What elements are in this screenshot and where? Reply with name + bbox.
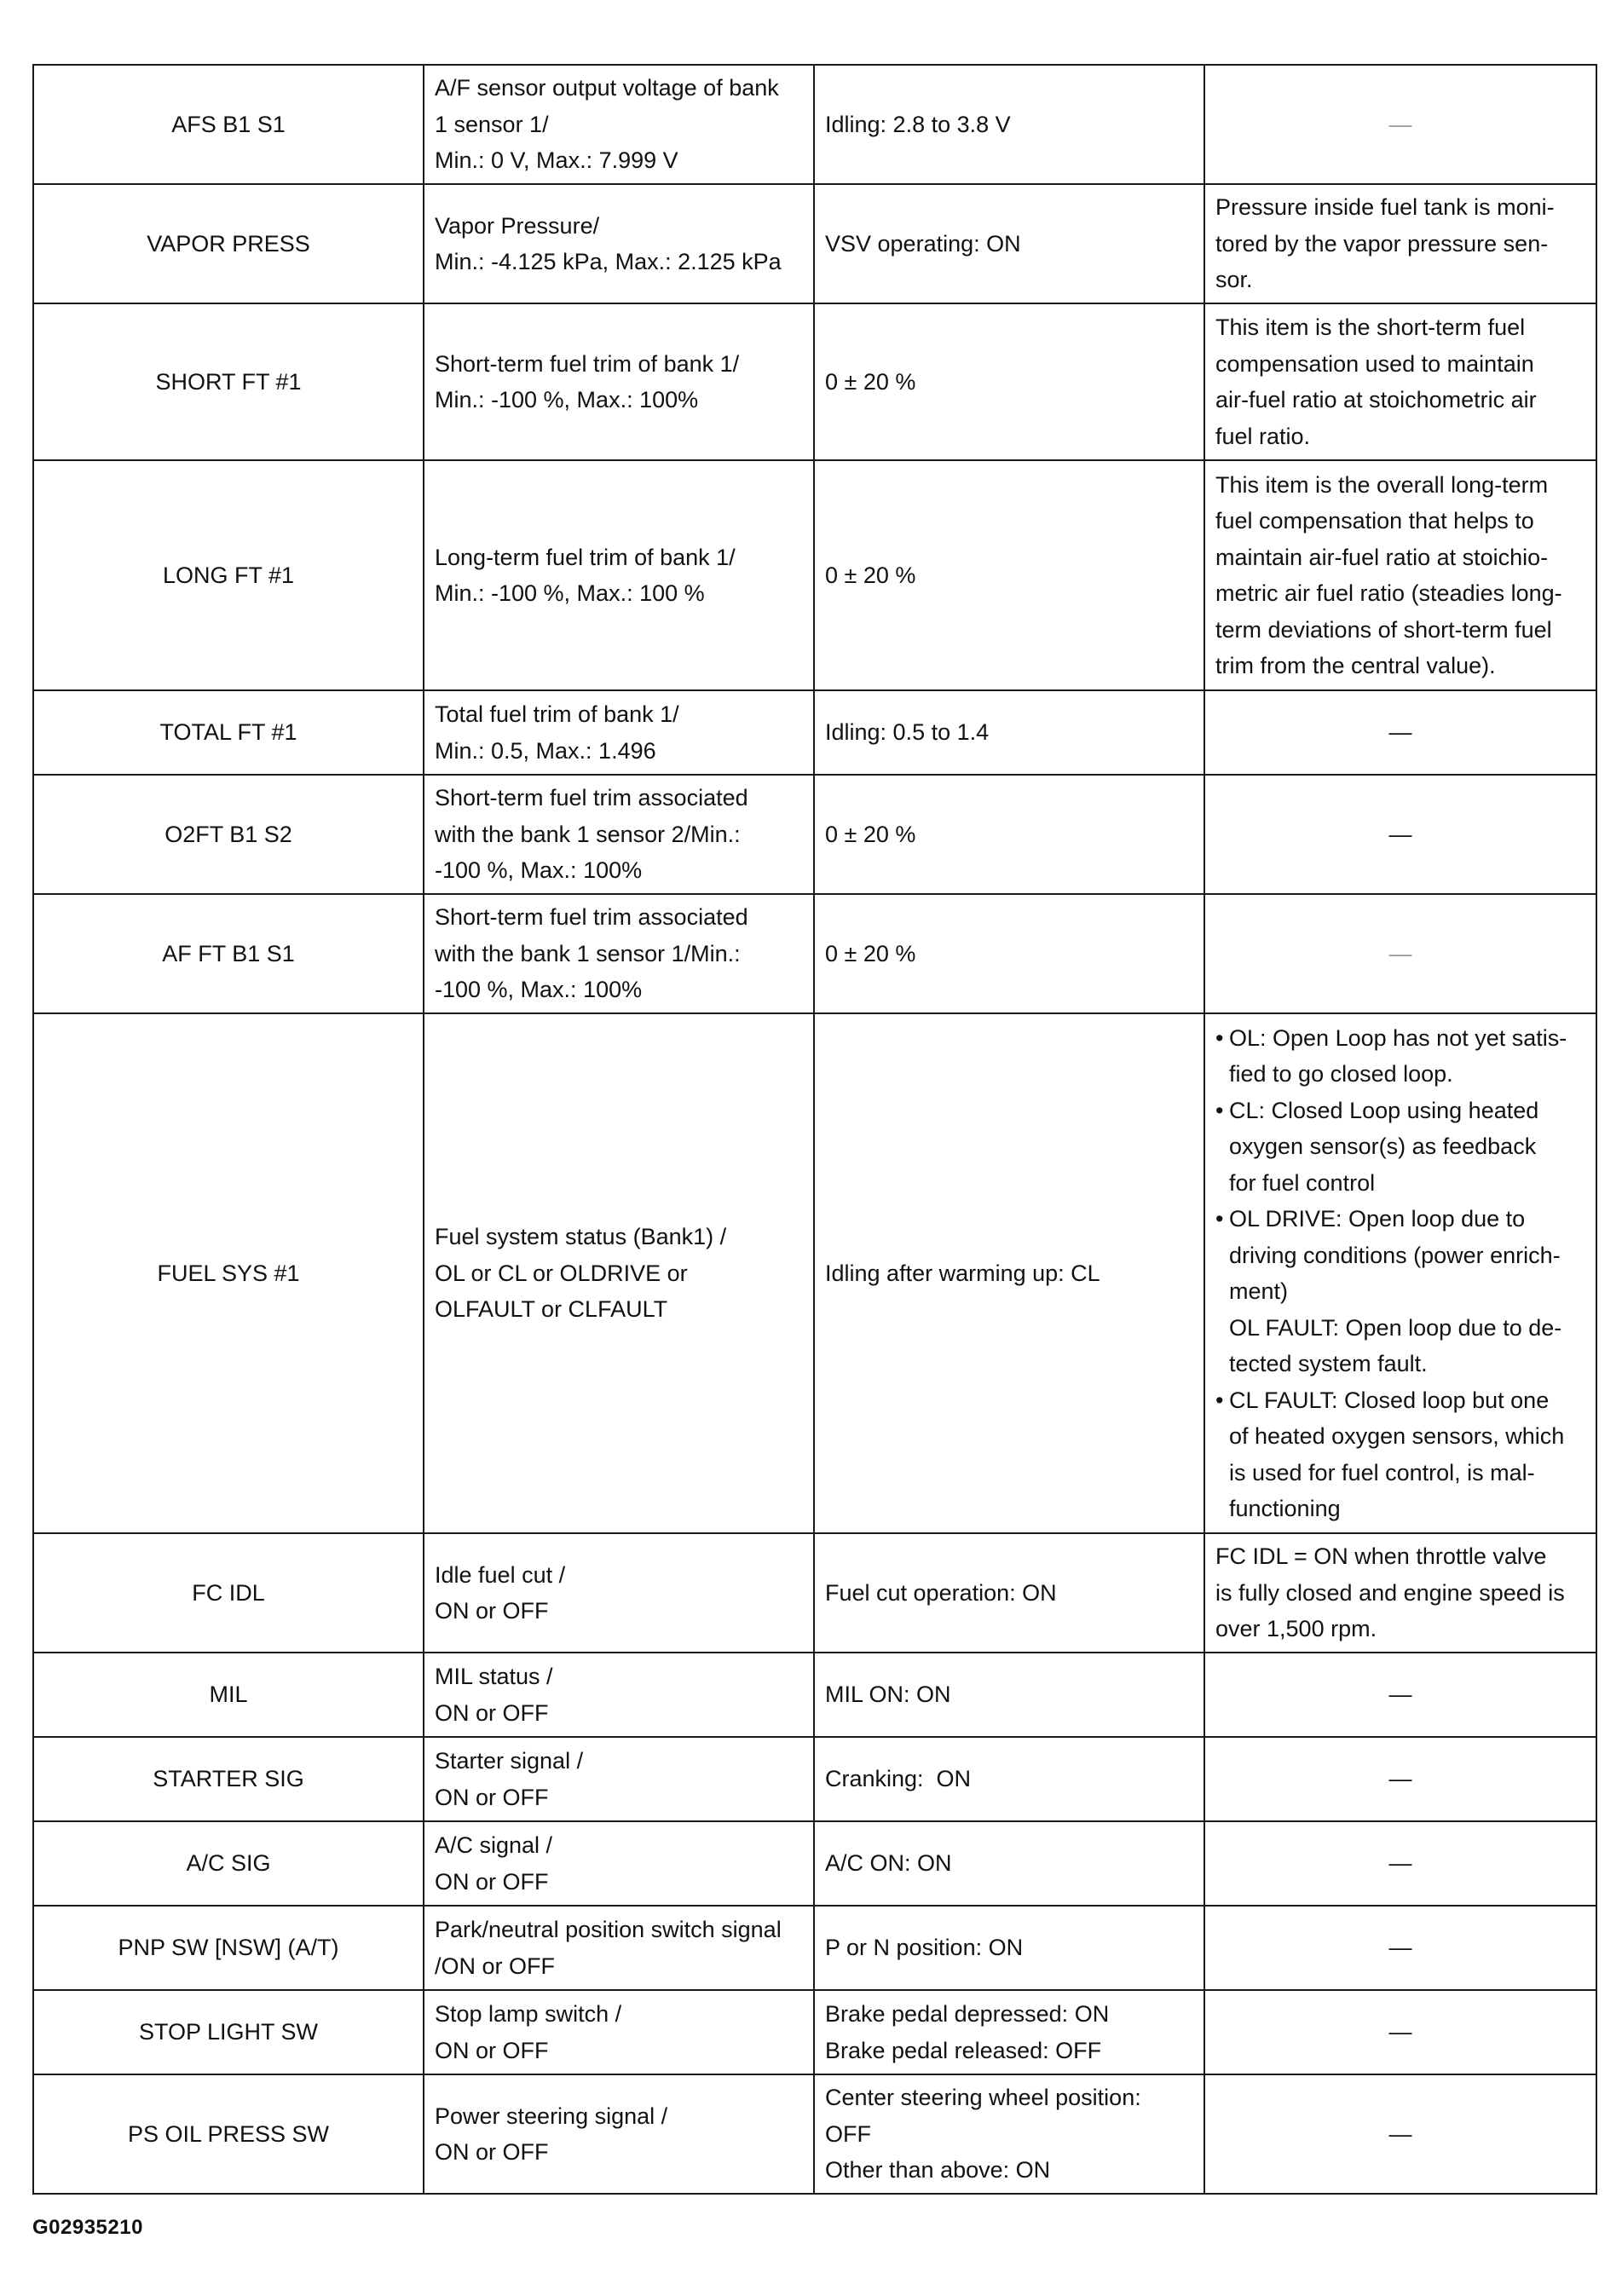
condition-cell: Idling: 2.8 to 3.8 V bbox=[814, 65, 1204, 184]
diagnostic-note-cell: — bbox=[1204, 1906, 1596, 1990]
item-cell: A/C SIG bbox=[33, 1821, 424, 1906]
table-row bbox=[33, 1013, 1596, 1533]
table-row bbox=[33, 184, 1596, 303]
item-cell: AFS B1 S1 bbox=[33, 65, 424, 184]
figure-code: G02935210 bbox=[32, 2216, 143, 2239]
measurement-cell: Short-term fuel trim associated with the bank 1 sensor 2/Min.: -100 %, Max.: 100% bbox=[424, 775, 814, 894]
diagnostic-note-cell: — bbox=[1204, 1990, 1596, 2074]
table-row bbox=[33, 1737, 1596, 1821]
diagnostic-note-cell: — bbox=[1204, 775, 1596, 894]
item-cell: VAPOR PRESS bbox=[33, 184, 424, 303]
measurement-cell: Starter signal / ON or OFF bbox=[424, 1737, 814, 1821]
condition-cell: P or N position: ON bbox=[814, 1906, 1204, 1990]
measurement-cell: A/C signal / ON or OFF bbox=[424, 1821, 814, 1906]
item-cell: STOP LIGHT SW bbox=[33, 1990, 424, 2074]
condition-cell: 0 ± 20 % bbox=[814, 775, 1204, 894]
condition-cell: MIL ON: ON bbox=[814, 1653, 1204, 1737]
table-row bbox=[33, 1653, 1596, 1737]
condition-cell: Idling: 0.5 to 1.4 bbox=[814, 690, 1204, 775]
condition-cell: Fuel cut operation: ON bbox=[814, 1533, 1204, 1653]
measurement-cell: A/F sensor output voltage of bank 1 sensor 1/ Min.: 0 V, Max.: 7.999 V bbox=[424, 65, 814, 184]
diagnostic-note-cell: — bbox=[1204, 1737, 1596, 1821]
measurement-cell: Vapor Pressure/ Min.: -4.125 kPa, Max.: 2.125 kPa bbox=[424, 184, 814, 303]
table-row bbox=[33, 65, 1596, 184]
condition-cell: Center steering wheel position: OFF Other than above: ON bbox=[814, 2074, 1204, 2194]
item-cell: STARTER SIG bbox=[33, 1737, 424, 1821]
item-cell: PNP SW [NSW] (A/T) bbox=[33, 1906, 424, 1990]
condition-cell: Idling after warming up: CL bbox=[814, 1013, 1204, 1533]
condition-cell: 0 ± 20 % bbox=[814, 303, 1204, 460]
measurement-cell: MIL status / ON or OFF bbox=[424, 1653, 814, 1737]
measurement-cell: Long-term fuel trim of bank 1/ Min.: -100 %, Max.: 100 % bbox=[424, 460, 814, 690]
table-row bbox=[33, 1533, 1596, 1653]
data-list-table bbox=[32, 64, 1597, 2195]
item-cell: MIL bbox=[33, 1653, 424, 1737]
diagnostic-note-cell: Pressure inside fuel tank is moni- tored by the vapor pressure sen- sor. bbox=[1204, 184, 1596, 303]
item-cell: LONG FT #1 bbox=[33, 460, 424, 690]
item-cell: AF FT B1 S1 bbox=[33, 894, 424, 1013]
item-cell: PS OIL PRESS SW bbox=[33, 2074, 424, 2194]
item-cell: FC IDL bbox=[33, 1533, 424, 1653]
table-row bbox=[33, 303, 1596, 460]
condition-cell: VSV operating: ON bbox=[814, 184, 1204, 303]
bullet-item: • CL: Closed Loop using heated bbox=[1215, 1093, 1585, 1129]
diagnostic-note-cell: — bbox=[1204, 65, 1596, 184]
measurement-cell: Idle fuel cut / ON or OFF bbox=[424, 1533, 814, 1653]
bullet-item: • OL: Open Loop has not yet satis- bbox=[1215, 1020, 1585, 1057]
bullet-item: • OL DRIVE: Open loop due to bbox=[1215, 1201, 1585, 1237]
diagnostic-note-cell: — bbox=[1204, 690, 1596, 775]
item-cell: TOTAL FT #1 bbox=[33, 690, 424, 775]
table-row bbox=[33, 894, 1596, 1013]
measurement-cell: Stop lamp switch / ON or OFF bbox=[424, 1990, 814, 2074]
diagnostic-note-cell: — bbox=[1204, 1653, 1596, 1737]
item-cell: SHORT FT #1 bbox=[33, 303, 424, 460]
diagnostic-note-cell: FC IDL = ON when throttle valve is fully closed and engine speed is over 1,500 rpm. bbox=[1204, 1533, 1596, 1653]
bullet-item: • CL FAULT: Closed loop but one bbox=[1215, 1382, 1585, 1419]
condition-cell: 0 ± 20 % bbox=[814, 894, 1204, 1013]
table-row bbox=[33, 775, 1596, 894]
condition-cell: Cranking: ON bbox=[814, 1737, 1204, 1821]
item-cell: FUEL SYS #1 bbox=[33, 1013, 424, 1533]
measurement-cell: Short-term fuel trim associated with the bank 1 sensor 1/Min.: -100 %, Max.: 100% bbox=[424, 894, 814, 1013]
table-row bbox=[33, 690, 1596, 775]
item-cell: O2FT B1 S2 bbox=[33, 775, 424, 894]
diagnostic-note-cell: • OL: Open Loop has not yet satis- fied to go closed loop. • CL: Closed Loop using heated oxygen sensor(s) as feedback for fuel control • OL DRIVE: Open loop due to driving conditions (power enrich- ment) OL FAULT: Open loop due to de- tected system fault. • CL FAULT: Closed loop but one of heated oxygen sensors, which is used for fuel control, is mal- functioning bbox=[1204, 1013, 1596, 1533]
condition-cell: Brake pedal depressed: ON Brake pedal released: OFF bbox=[814, 1990, 1204, 2074]
diagnostic-note-cell: This item is the overall long-term fuel compensation that helps to maintain air-fuel ratio at stoichio- metric air fuel ratio (steadies long- term deviations of short-term fuel trim from the central value). bbox=[1204, 460, 1596, 690]
table-row bbox=[33, 2074, 1596, 2194]
condition-cell: A/C ON: ON bbox=[814, 1821, 1204, 1906]
measurement-cell: Fuel system status (Bank1) / OL or CL or OLDRIVE or OLFAULT or CLFAULT bbox=[424, 1013, 814, 1533]
table-row bbox=[33, 1906, 1596, 1990]
table-row bbox=[33, 460, 1596, 690]
measurement-cell: Power steering signal / ON or OFF bbox=[424, 2074, 814, 2194]
diagnostic-note-cell: — bbox=[1204, 2074, 1596, 2194]
table-row bbox=[33, 1821, 1596, 1906]
diagnostic-note-cell: This item is the short-term fuel compensation used to maintain air-fuel ratio at stoichometric air fuel ratio. bbox=[1204, 303, 1596, 460]
diagnostic-note-cell: — bbox=[1204, 1821, 1596, 1906]
measurement-cell: Short-term fuel trim of bank 1/ Min.: -100 %, Max.: 100% bbox=[424, 303, 814, 460]
measurement-cell: Total fuel trim of bank 1/ Min.: 0.5, Max.: 1.496 bbox=[424, 690, 814, 775]
condition-cell: 0 ± 20 % bbox=[814, 460, 1204, 690]
measurement-cell: Park/neutral position switch signal /ON or OFF bbox=[424, 1906, 814, 1990]
diagnostic-note-cell: — bbox=[1204, 894, 1596, 1013]
table-row bbox=[33, 1990, 1596, 2074]
